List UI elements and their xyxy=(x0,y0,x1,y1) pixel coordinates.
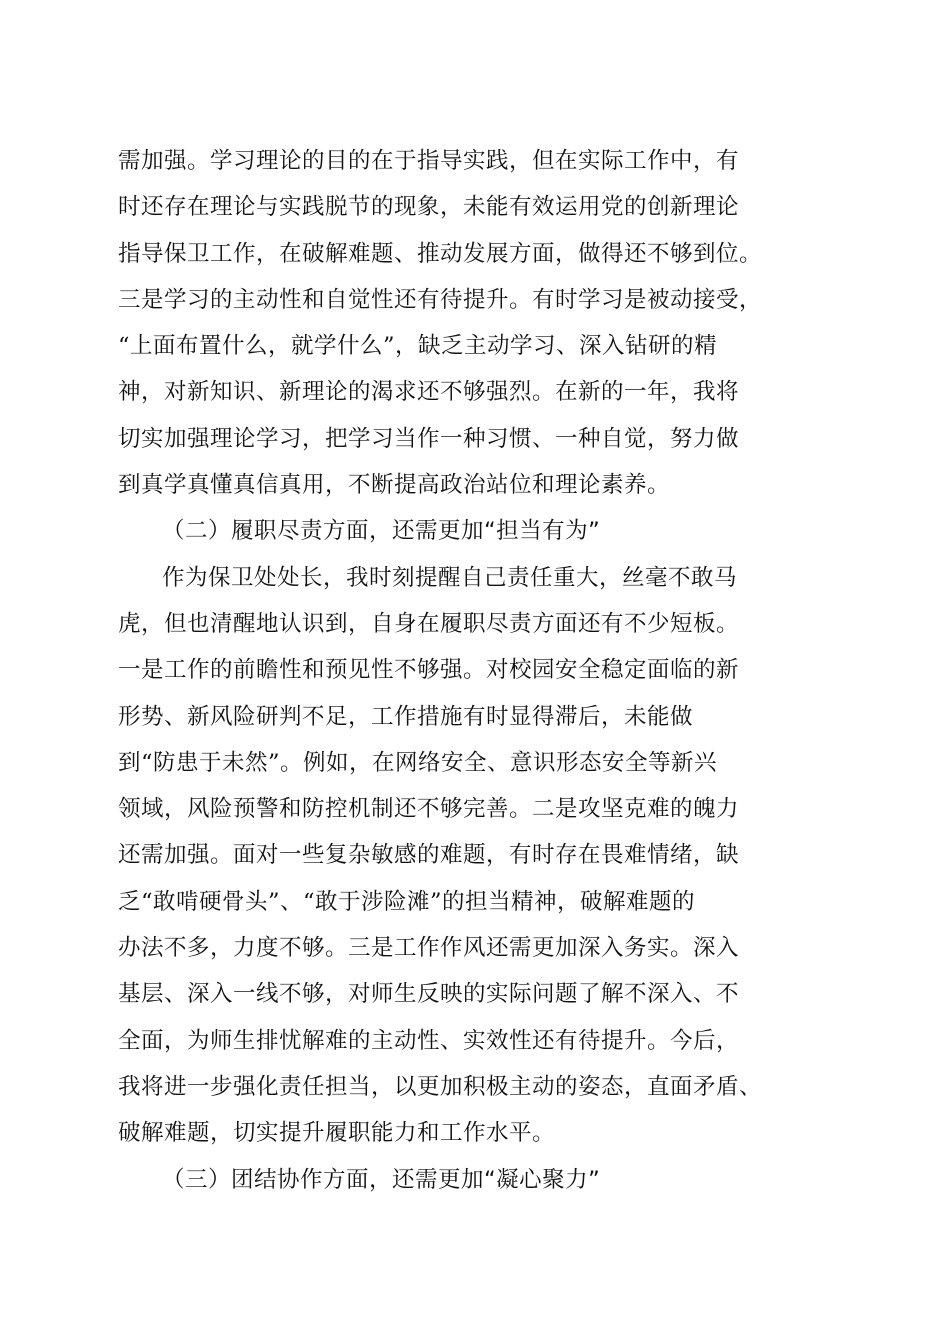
paragraph-study-theory xyxy=(118,138,850,508)
text-line: 领域，风险预警和防控机制还不够完善。二是攻坚克难的魄力 xyxy=(118,796,740,823)
section-heading-2: （二）履职尽责方面，还需更加“担当有为” xyxy=(162,518,601,545)
text-line: 需加强。学习理论的目的在于指导实践，但在实际工作中，有 xyxy=(118,148,740,174)
text-line: 三是学习的主动性和自觉性还有待提升。有时学习是被动接受， xyxy=(118,286,763,313)
text-line: 办法不多，力度不够。三是工作作风还需更加深入务实。深入 xyxy=(118,935,740,962)
text-line: 形势、新风险研判不足，工作措施有时显得滞后，未能做 xyxy=(118,703,694,730)
text-line: 切实加强理论学习，把学习当作一种习惯、一种自觉，努力做 xyxy=(118,425,740,452)
text-line: 到“防患于未然”。例如，在网络安全、意识形态安全等新兴 xyxy=(118,749,718,776)
text-line: 全面，为师生排忧解难的主动性、实效性还有待提升。今后， xyxy=(118,1027,740,1054)
text-line: 乏“敢啃硬骨头”、“敢于涉险滩”的担当精神，破解难题的 xyxy=(118,888,696,915)
text-line: 一是工作的前瞻性和预见性不够强。对校园安全稳定面临的新 xyxy=(118,657,740,684)
text-line: 我将进一步强化责任担当，以更加积极主动的姿态，直面矛盾、 xyxy=(118,1073,763,1100)
text-line: 时还存在理论与实践脱节的现象，未能有效运用党的创新理论 xyxy=(118,194,740,221)
text-line: 到真学真懂真信真用，不断提高政治站位和理论素养。 xyxy=(118,472,671,499)
paragraph-duty xyxy=(118,555,850,1157)
text-line: 基层、深入一线不够，对师生反映的实际问题了解不深入、不 xyxy=(118,981,740,1008)
text-line: 指导保卫工作，在破解难题、推动发展方面，做得还不够到位。 xyxy=(118,240,763,267)
text-line: 作为保卫处处长，我时刻提醒自己责任重大，丝毫不敢马 xyxy=(162,564,738,591)
document-body xyxy=(118,138,850,1203)
text-line: “上面布置什么，就学什么”，缺乏主动学习、深入钻研的精 xyxy=(118,333,718,360)
text-line: 虎，但也清醒地认识到，自身在履职尽责方面还有不少短板。 xyxy=(118,610,740,637)
text-line: 还需加强。面对一些复杂敏感的难题，有时存在畏难情绪，缺 xyxy=(118,842,740,869)
text-line: 神，对新知识、新理论的渴求还不够强烈。在新的一年，我将 xyxy=(118,379,740,406)
text-line: 破解难题，切实提升履职能力和工作水平。 xyxy=(118,1120,556,1147)
section-heading-3: （三）团结协作方面，还需更加“凝心聚力” xyxy=(162,1166,601,1193)
